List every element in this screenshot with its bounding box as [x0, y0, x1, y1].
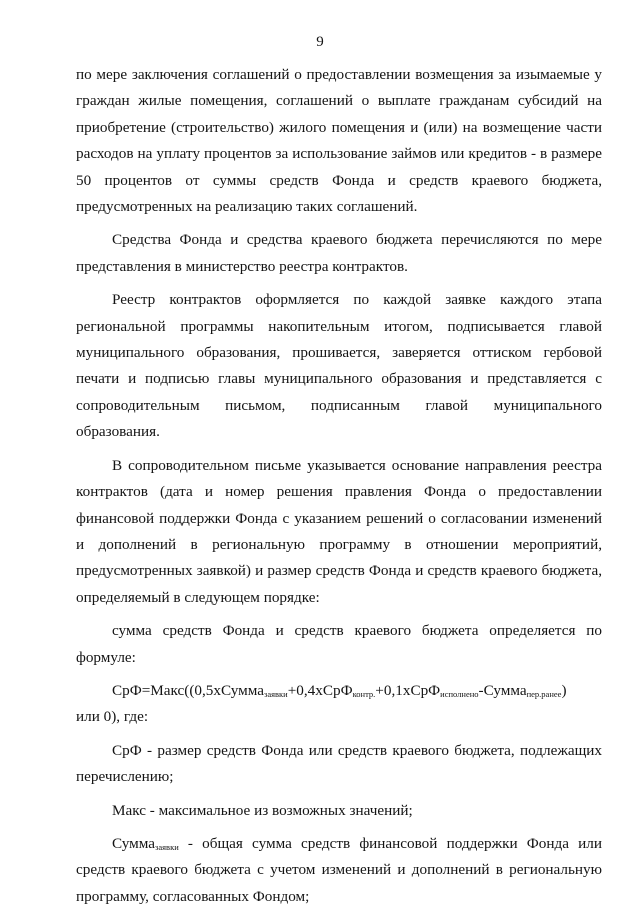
formula: СрФ=Макс((0,5хСумма$_{заявки}$+0,4хСрФ$_{контр.}$+0,1хСрФ$_{исполнено}$-Сумма$_{пер.ранее}$) [112, 681, 567, 699]
paragraph-formula-intro: сумма средств Фонда и средств краевого бюджета определяется по формуле: [76, 622, 602, 666]
definition-summa: Сумма$_{заявки}$ - общая сумма средств финансовой поддержки Фонда или средств краевого бюджета с учетом изменений и дополнений в региональную программу, согласованных Фондом; [76, 834, 602, 905]
definition-maks: Макс - максимальное из возможных значений; [112, 801, 413, 819]
paragraph-contract-registry: Реестр контрактов оформляется по каждой заявке каждого этапа региональной программы накопительным итогом, подписывается главой муниципального образования, прошивается, заверяется оттиском гербовой печати и подписью главы муниципального образования и представляется с сопроводительным письмом, подписанным главой муниципального образования. [76, 291, 602, 441]
page-number: 9 [316, 34, 324, 50]
paragraph-continuation: по мере заключения соглашений о предоставлении возмещения за изымаемые у граждан жилые помещения, соглашений о выплате гражданам субсидий на приобретение (строительство) жилого помещения и (или) на возмещение части расходов на уплату процентов за использование займов или кредитов - в размере 50 процентов от суммы средств Фонда и средств краевого бюджета, предусмотренных на реализацию таких соглашений. [76, 66, 602, 216]
document-body [76, 62, 602, 917]
paragraph-funds-transfer: Средства Фонда и средства краевого бюджета перечисляются по мере представления в министерство реестра контрактов. [76, 231, 602, 275]
definition-srf: СрФ - размер средств Фонда или средств краевого бюджета, подлежащих перечислению; [76, 741, 602, 786]
paragraph-cover-letter: В сопроводительном письме указывается основание направления реестра контрактов (дата и номер решения правления Фонда о предоставлении финансовой поддержки Фонда с указанием решений о согласовании изменений и дополнений в региональную программу в отношении мероприятий, предусмотренных заявкой) и размер средств Фонда и средств краевого бюджета, определяемый в следующем порядке: [76, 456, 602, 606]
formula-tail: или 0), где: [76, 708, 149, 726]
